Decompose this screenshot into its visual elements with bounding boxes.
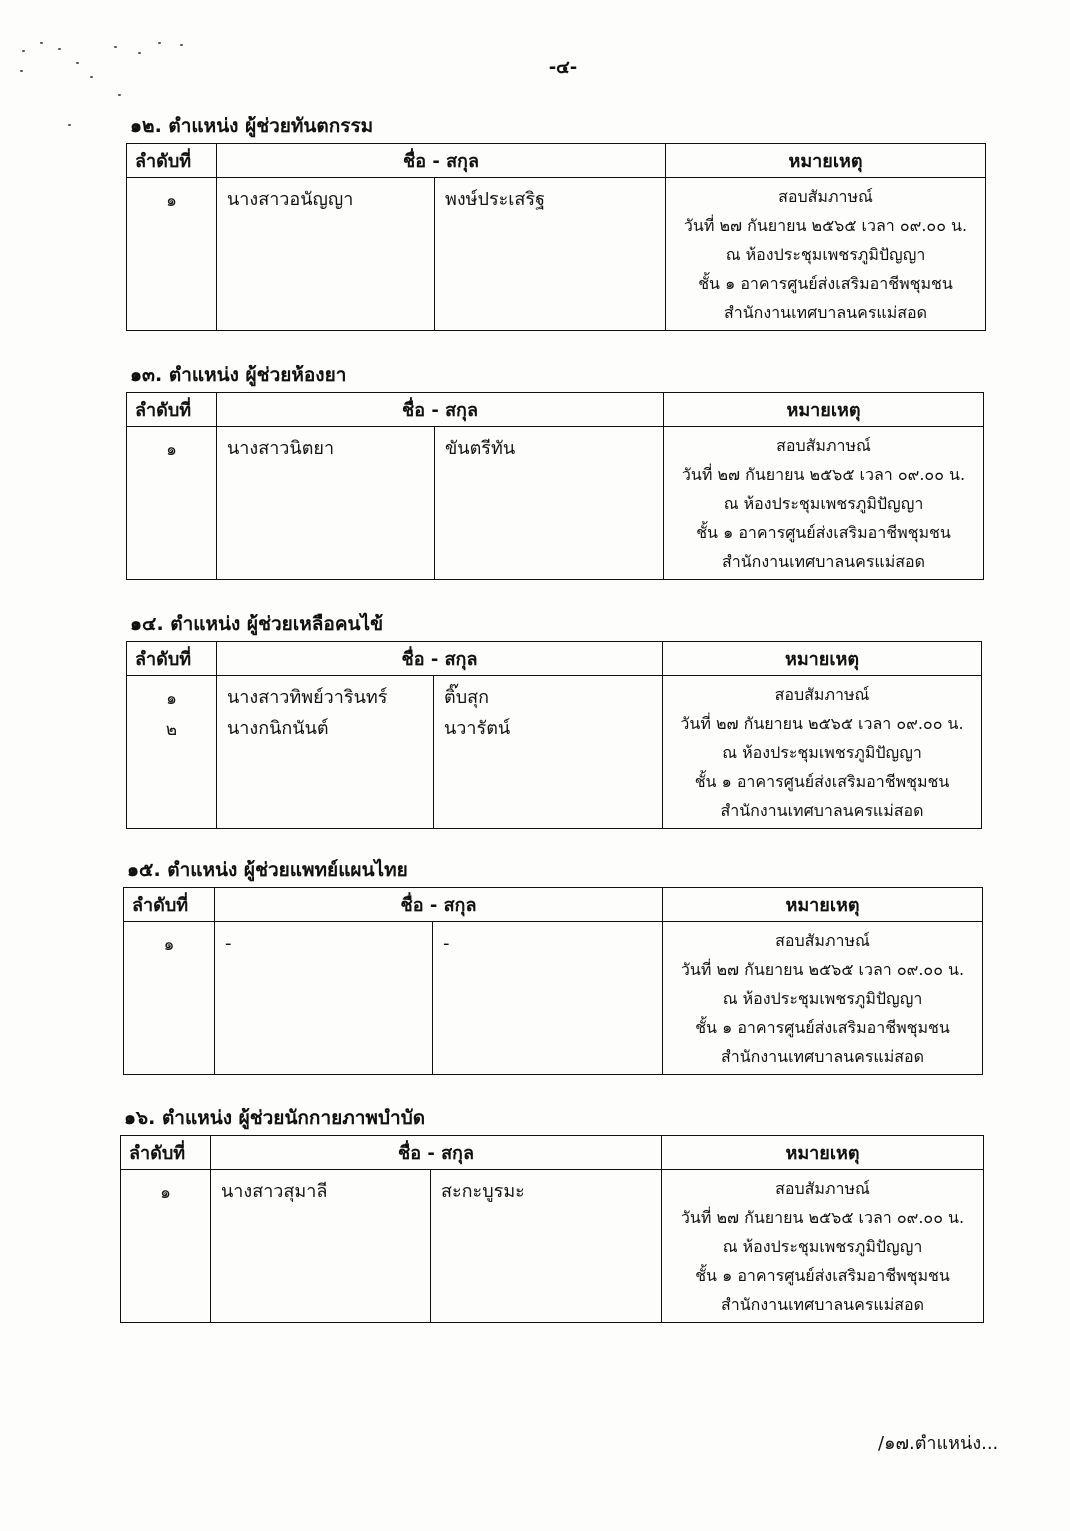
surname: สะกะบูรมะ <box>441 1181 525 1202</box>
remark-line: วันที่ ๒๗ กันยายน ๒๕๖๕ เวลา ๐๙.๐๐ น. <box>681 465 966 484</box>
order-number: ๑ <box>160 1183 171 1203</box>
order-cell <box>124 922 215 1075</box>
header-name: ชื่อ - สกุล <box>217 393 664 427</box>
remark-line: ณ ห้องประชุมเพชรภูมิปัญญา <box>722 989 923 1008</box>
candidate-table <box>123 887 983 1075</box>
order-number: ๒ <box>165 720 178 740</box>
remark-cell <box>662 1170 984 1323</box>
order-number: ๑ <box>166 191 177 211</box>
remark-line: ชั้น ๑ อาคารศูนย์ส่งเสริมอาชีพชุมชน <box>694 772 950 791</box>
header-order: ลำดับที่ <box>127 642 217 676</box>
first-name: - <box>225 933 232 954</box>
order-cell <box>127 178 217 331</box>
table-header-row <box>124 888 983 922</box>
remark-line: ณ ห้องประชุมเพชรภูมิปัญญา <box>723 494 924 513</box>
surname-cell <box>433 922 663 1075</box>
header-remark: หมายเหตุ <box>666 144 986 178</box>
surname: พงษ์ประเสริฐ <box>445 189 546 210</box>
page-number: -๔- <box>548 57 578 78</box>
remark-line: วันที่ ๒๗ กันยายน ๒๕๖๕ เวลา ๐๙.๐๐ น. <box>680 1208 965 1227</box>
header-order: ลำดับที่ <box>121 1136 211 1170</box>
remark-cell <box>663 676 982 829</box>
section-title: ๑๔. ตำแหน่ง ผู้ช่วยเหลือคนไข้ <box>130 613 384 635</box>
position-section <box>120 1107 984 1323</box>
remark-cell <box>663 922 983 1075</box>
header-remark: หมายเหตุ <box>664 393 984 427</box>
surname: - <box>443 933 450 954</box>
section-title: ๑๕. ตำแหน่ง ผู้ช่วยแพทย์แผนไทย <box>127 859 408 881</box>
table-row <box>127 676 982 829</box>
remark-line: ณ ห้องประชุมเพชรภูมิปัญญา <box>722 743 922 762</box>
candidate-table <box>126 392 984 580</box>
position-section <box>126 115 986 331</box>
continuation-note: /๑๗.ตำแหน่ง... <box>878 1433 999 1454</box>
name-cell <box>217 427 435 580</box>
header-order: ลำดับที่ <box>127 144 217 178</box>
remark-line: สอบสัมภาษณ์ <box>774 685 870 704</box>
name-cell <box>217 178 435 331</box>
header-name: ชื่อ - สกุล <box>211 1136 662 1170</box>
order-number: ๑ <box>163 935 175 955</box>
candidate-table <box>120 1135 984 1323</box>
order-number: ๑ <box>166 689 177 709</box>
remark-cell <box>666 178 986 331</box>
table-row <box>121 1170 984 1323</box>
order-cell <box>121 1170 211 1323</box>
remark-line: ชั้น ๑ อาคารศูนย์ส่งเสริมอาชีพชุมชน <box>696 523 951 542</box>
header-name: ชื่อ - สกุล <box>217 144 666 178</box>
position-section <box>123 859 983 1075</box>
first-name: นางสาวนิตยา <box>227 438 335 459</box>
header-order: ลำดับที่ <box>124 888 215 922</box>
remark-line: สอบสัมภาษณ์ <box>775 931 870 950</box>
header-name: ชื่อ - สกุล <box>215 888 663 922</box>
remark-line: ณ ห้องประชุมเพชรภูมิปัญญา <box>725 245 926 264</box>
remark-line: ชั้น ๑ อาคารศูนย์ส่งเสริมอาชีพชุมชน <box>698 274 953 293</box>
remark-line: สำนักงานเทศบาลนครแม่สอด <box>721 552 926 571</box>
surname: ติ๊บสุก <box>444 687 489 708</box>
remark-line: สอบสัมภาษณ์ <box>776 436 871 455</box>
remark-line: สำนักงานเทศบาลนครแม่สอด <box>720 1047 925 1066</box>
table-header-row <box>127 144 986 178</box>
surname-cell <box>435 178 666 331</box>
surname-cell <box>435 427 664 580</box>
name-cell <box>217 676 434 829</box>
order-cell <box>127 676 217 829</box>
remark-line: สอบสัมภาษณ์ <box>778 187 873 206</box>
header-remark: หมายเหตุ <box>663 888 983 922</box>
remark-line: ณ ห้องประชุมเพชรภูมิปัญญา <box>722 1237 923 1256</box>
table-header-row <box>127 393 984 427</box>
order-cell <box>127 427 217 580</box>
header-name: ชื่อ - สกุล <box>217 642 663 676</box>
name-cell <box>215 922 433 1075</box>
surname: ขันตรีทัน <box>445 438 516 459</box>
surname-cell <box>431 1170 662 1323</box>
remark-line: วันที่ ๒๗ กันยายน ๒๕๖๕ เวลา ๐๙.๐๐ น. <box>680 714 964 733</box>
section-title: ๑๖. ตำแหน่ง ผู้ช่วยนักกายภาพบำบัด <box>124 1107 426 1129</box>
name-cell <box>211 1170 431 1323</box>
table-header-row <box>121 1136 984 1170</box>
remark-line: สอบสัมภาษณ์ <box>775 1179 870 1198</box>
order-number: ๑ <box>166 440 177 460</box>
candidate-table <box>126 641 982 829</box>
first-name: นางสาวอนัญญา <box>227 189 354 210</box>
remark-line: ชั้น ๑ อาคารศูนย์ส่งเสริมอาชีพชุมชน <box>695 1266 950 1285</box>
surname-cell <box>434 676 663 829</box>
first-name: นางกนิกนันต์ <box>227 718 329 739</box>
remark-line: วันที่ ๒๗ กันยายน ๒๕๖๕ เวลา ๐๙.๐๐ น. <box>683 216 968 235</box>
position-section <box>126 613 982 829</box>
header-remark: หมายเหตุ <box>662 1136 984 1170</box>
remark-line: วันที่ ๒๗ กันยายน ๒๕๖๕ เวลา ๐๙.๐๐ น. <box>680 960 965 979</box>
table-row <box>124 922 983 1075</box>
remark-line: สำนักงานเทศบาลนครแม่สอด <box>723 303 928 322</box>
table-row <box>127 178 986 331</box>
remark-line: ชั้น ๑ อาคารศูนย์ส่งเสริมอาชีพชุมชน <box>695 1018 950 1037</box>
table-row <box>127 427 984 580</box>
remark-cell <box>664 427 984 580</box>
section-title: ๑๒. ตำแหน่ง ผู้ช่วยทันตกรรม <box>130 115 374 137</box>
table-header-row <box>127 642 982 676</box>
header-remark: หมายเหตุ <box>663 642 982 676</box>
first-name: นางสาวสุมาลี <box>221 1181 328 1202</box>
first-name: นางสาวทิพย์วารินทร์ <box>227 687 388 708</box>
header-order: ลำดับที่ <box>127 393 217 427</box>
section-title: ๑๓. ตำแหน่ง ผู้ช่วยห้องยา <box>130 364 347 386</box>
surname: นวารัตน์ <box>444 718 511 739</box>
remark-line: สำนักงานเทศบาลนครแม่สอด <box>720 801 924 820</box>
position-section <box>126 364 984 580</box>
candidate-table <box>126 143 986 331</box>
remark-line: สำนักงานเทศบาลนครแม่สอด <box>720 1295 925 1314</box>
